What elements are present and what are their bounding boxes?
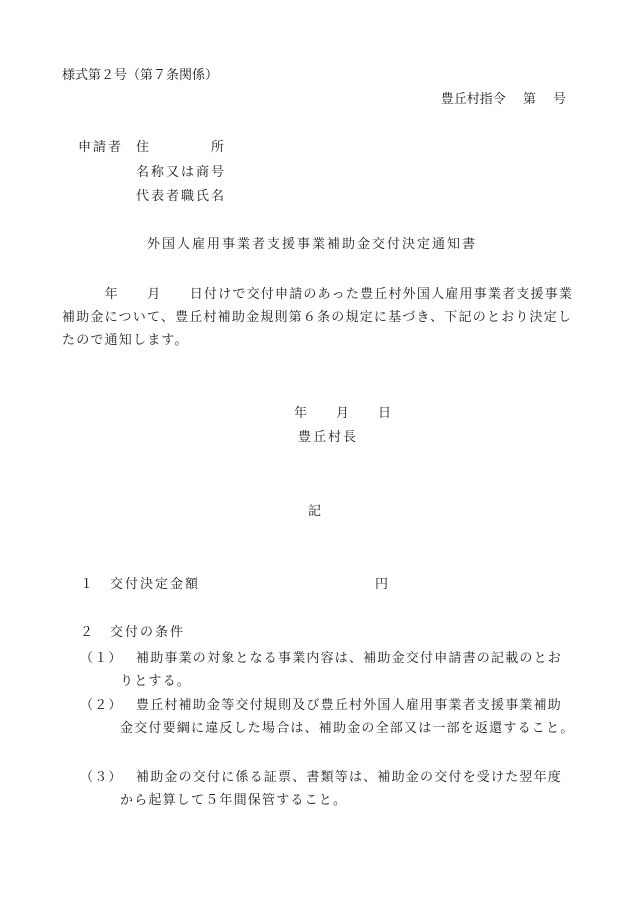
condition-text: 補助事業の対象となる事業内容は、補助金交付申請書の記載のとおりとする。: [120, 651, 563, 689]
issue-date: 年 月 日: [294, 406, 393, 421]
document-title: 外国人雇用事業者支援事業補助金交付決定通知書: [147, 237, 478, 252]
ki-marker: 記: [308, 504, 322, 519]
condition-item: [80, 766, 575, 812]
condition-number: （３）: [80, 770, 123, 785]
condition-item: [80, 647, 575, 693]
document-number: 豊丘村指令 第 号: [440, 92, 566, 107]
condition-number: （２）: [80, 698, 123, 713]
company-name-label: 名称又は商号: [136, 165, 227, 180]
issuer-name: 豊丘村長: [298, 430, 359, 445]
notice-body: 年 月 日付けで交付申請のあった豊丘村外国人雇用事業者支援事業補助金について、豊丘村補助金規則第６条の規定に基づき、下記のとおり決定したので通知します。: [62, 287, 574, 348]
representative-label: 代表者職氏名: [136, 189, 227, 204]
condition-text: 豊丘村補助金等交付規則及び豊丘村外国人雇用事業者支援事業補助金交付要綱に違反した場合は、補助金の全部又は一部を返還すること。: [120, 698, 575, 736]
applicant-label: 申請者: [78, 140, 124, 155]
form-label: 様式第２号（第７条関係）: [62, 68, 219, 83]
conditions-heading: ２ 交付の条件: [80, 625, 186, 640]
condition-item: [80, 694, 575, 740]
yen-unit: 円: [375, 577, 389, 592]
grant-amount-label: １ 交付決定金額: [80, 577, 201, 592]
address-label: 住 所: [136, 140, 227, 155]
condition-number: （１）: [80, 651, 123, 666]
condition-text: 補助金の交付に係る証票、書類等は、補助金の交付を受けた翌年度から起算して５年間保管すること。: [120, 770, 563, 808]
